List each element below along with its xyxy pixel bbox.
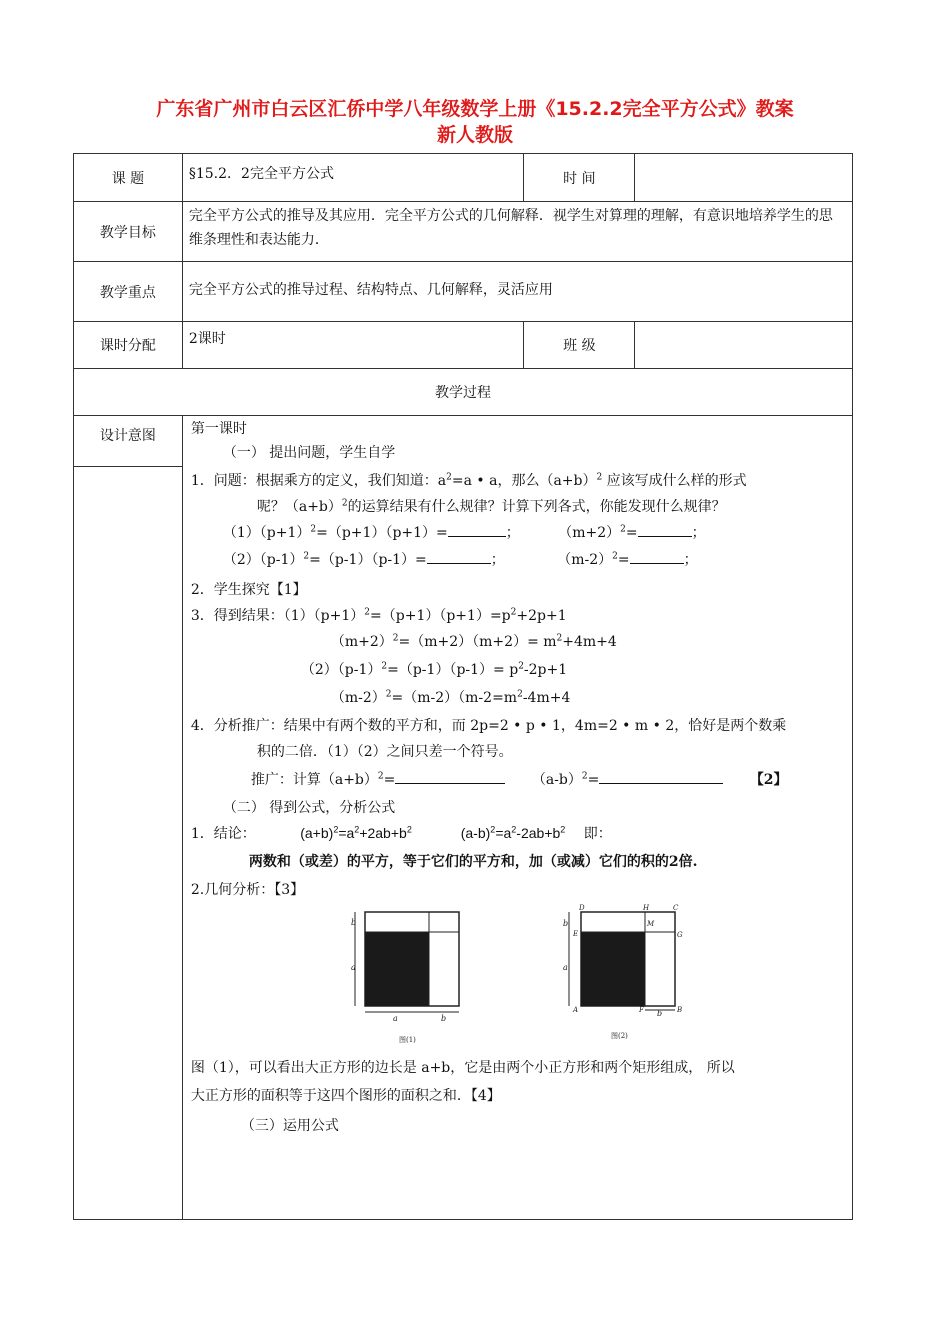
question-1-line2: $(2)(p-1)^2=(p-1)(p-1)=$ ； $(m-2)^2=$ ； [223,549,698,569]
question-1-line1: $(1)(p+1)^2=(p+1)(p+1)=$ ； $(m+2)^2=$ ； [223,522,706,542]
generalize: 推广：计算$(a+b)^2= (a-b)^2=$ 【2】 [251,769,788,789]
fig2-dark-square [581,932,645,1006]
part1: （一） 提出问题，学生自学 [222,445,396,461]
focus-label: 教学重点 [74,262,183,322]
explanation-1: 图（1），可以看出大正方形的边长是 a+b，它是由两个小正方形和两个矩形组成， 所以 [190,1060,735,1076]
svg-text:C: C [672,904,679,912]
design-column [74,416,183,1220]
goal-label: 教学目标 [74,202,183,262]
analysis-2: 积的二倍．（1）（2）之间只差一个符号。 [256,744,513,760]
process-content [182,416,852,1220]
result-3: $(2)(p-1)^2=(p-1)(p-1)= p^2-2p+1$ [300,661,568,678]
title-line1: 广东省广州市白云区汇侨中学八年级数学上册《15.2.2完全平方公式》教案 [156,98,794,120]
focus-value: 完全平方公式的推导过程、结构特点、几何解释，灵活应用 [182,262,852,322]
fig1-caption: 图(1) [398,1036,416,1044]
process-label: 教学过程 [74,369,853,416]
document-title [60,96,890,148]
svg-text:b: b [656,1009,662,1018]
title-line2: 新人教版 [436,124,513,146]
formula-rule: 两数和（或差）的平方，等于它们的平方和，加（或减）它们的积的2倍. [248,854,698,870]
svg-text:D: D [578,904,585,912]
question-1a: 1．问题：根据乘方的定义，我们知道：$a^2=a$ • a，那么$(a+b)^2$ 应该写成什么样的形式 [190,472,747,489]
fig2-caption: 图(2) [610,1032,628,1040]
figure-1 [349,908,469,1048]
lesson-plan-table [73,153,853,1220]
fig1-dark-square [365,932,429,1006]
time-value [635,154,853,202]
svg-text:A: A [572,1006,578,1014]
svg-text:B: B [676,1006,683,1014]
explanation-2: 大正方形的面积等于这四个图形的面积之和．【4】 [190,1088,501,1104]
result-2: $(m+2)^2=(m+2)(m+2)= m^2+4m+4$ [330,633,617,650]
svg-text:F: F [638,1006,644,1014]
svg-text:M: M [646,920,655,928]
time-label: 时 间 [524,154,635,202]
topic-value: §15.2．2完全平方公式 [182,154,524,202]
part2: （二） 得到公式，分析公式 [222,800,396,816]
fig1-label-b-bottom: b [440,1014,446,1023]
class-value [635,322,853,369]
result-1: 3．得到结果：$(1)(p+1)^2=(p+1)(p+1)=p^2+2p+1$ [190,607,567,624]
figure-2 [561,904,691,1048]
class-label: 班 级 [524,322,635,369]
fig1-label-a-side: a [350,963,356,972]
svg-text:b: b [562,919,568,928]
conclusion: 1．结论： $(a+b)^2=a^2+2ab+b^2$ $(a-b)^2=a^2-2ab+b^2$ 即： [190,824,612,842]
question-1b: 呢？$(a+b)^2$的运算结果有什么规律？计算下列各式，你能发现什么规律？ [256,498,726,515]
fig1-label-b: b [350,918,356,927]
svg-text:H: H [642,904,649,912]
hours-value: 2课时 [182,322,524,369]
svg-text:a: a [562,963,568,972]
goal-value: 完全平方公式的推导及其应用．完全平方公式的几何解释．视学生对算理的理解，有意识地培养学生的思维条理性和表达能力． [182,202,852,262]
geometry-analysis: 2.几何分析：【3】 [190,882,305,898]
part3: （三）运用公式 [240,1118,339,1134]
fig1-label-a-bottom: a [392,1014,398,1023]
topic-label: 课 题 [74,154,183,202]
svg-text:G: G [676,931,683,939]
design-label: 设计意图 [74,416,182,467]
lesson1: 第一课时 [190,421,247,437]
student-explore: 2．学生探究【1】 [190,582,307,598]
hours-label: 课时分配 [74,322,183,369]
analysis-1: 4．分析推广：结果中有两个数的平方和，而 2p=2 • p • 1，4m=2 • m • 2，恰好是两个数乘 [190,718,787,734]
result-4: $(m-2)^2=(m-2)(m-2=m^2-4m+4$ [330,689,571,706]
svg-text:E: E [572,930,578,938]
